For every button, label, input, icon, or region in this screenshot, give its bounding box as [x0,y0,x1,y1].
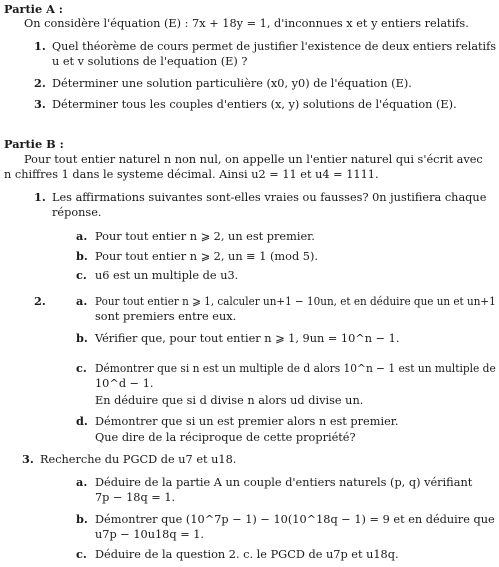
part-a-title: Partie A : [4,2,63,16]
part-b-intro-line2: n chiffres 1 dans le systeme décimal. Ainsi u2 = 11 et u4 = 1111. [4,168,379,181]
part-b-q2a-line2: sont premiers entre eux. [95,310,237,323]
part-b-q3b-line2: u7p − 10u18q = 1. [95,528,205,541]
part-b-q2c-line1: Démontrer que si n est un multiple de d alors 10^n − 1 est un multiple de [95,362,496,375]
part-b-q3-number: 3. [22,452,34,466]
part-b-q1-number: 1. [34,190,46,204]
part-b-q2b: Vérifier que, pour tout entier n ⩾ 1, 9un = 10^n − 1. [95,332,400,345]
part-b-intro-line1: Pour tout entier naturel n non nul, on appelle un l'entier naturel qui s'écrit avec [24,153,483,166]
part-b-q1a-label: a. [76,229,88,243]
part-b-q2a-line1: Pour tout entier n ⩾ 1, calculer un+1 − 10un, et en déduire que un et un+1 [95,295,496,308]
part-b-q1b-label: b. [76,249,88,263]
part-a-q1-number: 1. [34,39,46,53]
part-b-q2c-line3: En déduire que si d divise n alors ud divise un. [95,394,364,407]
part-b-q3b-line1: Démontrer que (10^7p − 1) − 10(10^18q − 1) = 9 et en déduire que [95,513,495,526]
part-b-q1-line1: Les affirmations suivantes sont-elles vraies ou fausses? 0n justifiera chaque [52,191,487,204]
part-b-q2c-line2: 10^d − 1. [95,377,154,390]
part-b-q2-number: 2. [34,294,46,308]
part-b-q1-line2: réponse. [52,206,102,219]
part-b-q1b: Pour tout entier n ⩾ 2, un ≡ 1 (mod 5). [95,250,318,263]
part-a-intro: On considère l'équation (E) : 7x + 18y = 1, d'inconnues x et y entiers relatifs. [24,17,469,30]
part-a-q1-line2: u et v solutions de l'equation (E) ? [52,55,248,68]
part-b-q1c: u6 est un multiple de u3. [95,269,239,282]
part-b-q2d-line2: Que dire de la réciproque de cette propriété? [95,431,356,444]
part-b-q1c-label: c. [76,268,87,282]
part-b-q2b-label: b. [76,331,88,345]
part-b-q3c: Déduire de la question 2. c. le PGCD de u7p et u18q. [95,548,399,561]
part-b-q2d-line1: Démontrer que si un est premier alors n est premier. [95,415,399,428]
part-b-q3a-label: a. [76,475,88,489]
part-b-q3: Recherche du PGCD de u7 et u18. [40,453,237,466]
part-b-q3a-line2: 7p − 18q = 1. [95,491,176,504]
part-b-q2a-label: a. [76,294,88,308]
part-b-q3a-line1: Déduire de la partie A un couple d'entiers naturels (p, q) vérifiant [95,476,473,489]
part-a-q1-line1: Quel théorème de cours permet de justifier l'existence de deux entiers relatifs [52,40,496,53]
part-b-q1a: Pour tout entier n ⩾ 2, un est premier. [95,230,315,243]
part-b-title: Partie B : [4,137,64,151]
part-b-q3c-label: c. [76,547,87,561]
part-a-q3-number: 3. [34,97,46,111]
part-b-q2d-label: d. [76,414,88,428]
part-a-q2-number: 2. [34,76,46,90]
part-a-q3: Déterminer tous les couples d'entiers (x, y) solutions de l'équation (E). [52,98,457,111]
part-b-q3b-label: b. [76,512,88,526]
part-b-q2c-label: c. [76,361,87,375]
part-a-q2: Déterminer une solution particulière (x0, y0) de l'équation (E). [52,77,412,90]
